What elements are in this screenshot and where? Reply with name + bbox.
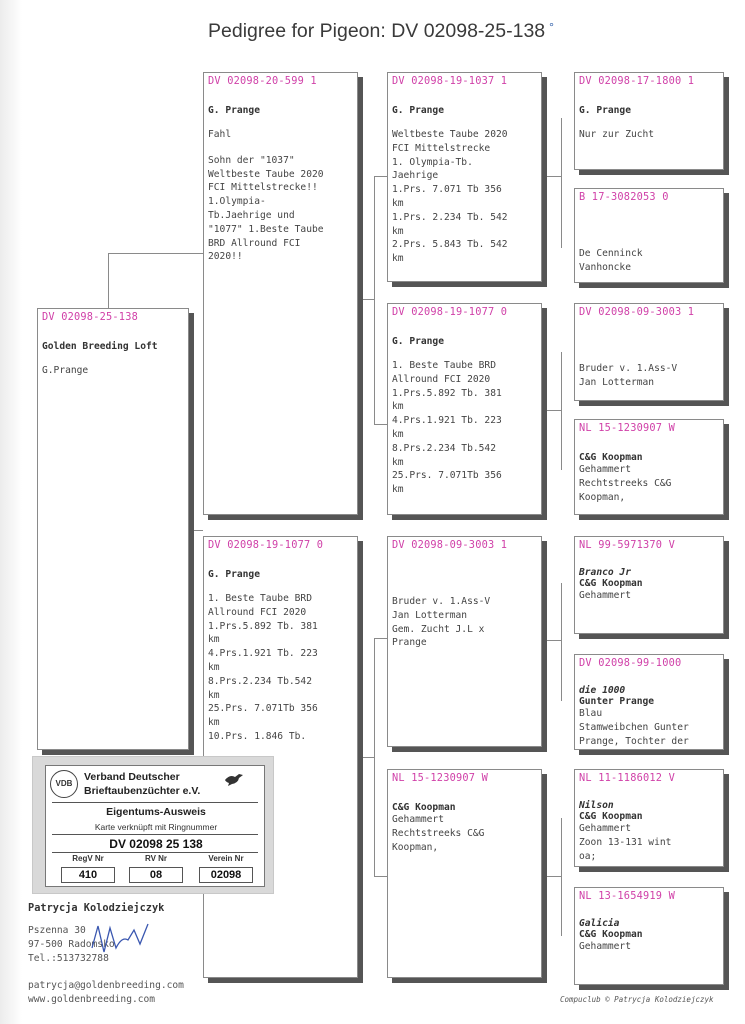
owner-name: Patrycja Kolodziejczyk: [28, 902, 165, 914]
pigeon-notes: Gehammert: [579, 590, 631, 601]
verein-label: Verein Nr: [208, 854, 244, 863]
pigeon-name: Nilson: [579, 800, 614, 811]
pigeon-notes: 1. Beste Taube BRD Allround FCI 2020 1.Prs.5.892 Tb. 381 km 4.Prs.1.921 Tb. 223 km 8.Prs.2.234 Tb.542 km 25.Prs. 7.071Tb 356 km 10.Prs. 1.846 Tb.: [208, 593, 318, 742]
mf-dam-card: [574, 654, 724, 750]
verein-value: 02098: [199, 867, 253, 883]
ring-number: DV 02098-20-599 1: [208, 75, 317, 87]
breeder-name: C&G Koopman: [579, 578, 643, 589]
mf-sire-card: [574, 536, 724, 634]
breeder-name: G. Prange: [392, 336, 444, 347]
ring-number: DV 02098-09-3003 1: [392, 539, 508, 551]
connector-line: [360, 299, 374, 300]
connector-line: [108, 253, 203, 254]
connector-line: [189, 530, 190, 550]
pigeon-notes: Sohn der "1037" Weltbeste Taube 2020 FCI Mittelstrecke!! 1.Olympia- Tb.Jaehrige und "1077" 1.Beste Taube BRD Allround FCI 2020!!: [208, 154, 324, 263]
pigeon-color: Fahl: [208, 129, 232, 140]
ownership-card-inner: [45, 765, 265, 887]
mother-sire-card: [387, 536, 542, 747]
breeder-name: G. Prange: [208, 569, 260, 580]
connector-line: [544, 410, 561, 411]
connector-line: [561, 818, 562, 936]
signature: [88, 918, 152, 962]
page-title: Pedigree for Pigeon: DV 02098-25-138 °: [208, 20, 554, 42]
ownership-subheading: Karte verknüpft mit Ringnummer: [94, 822, 218, 832]
pigeon-notes: Gehammert: [579, 941, 631, 952]
owner-address: Pszenna 30 97-500 Radomsko Tel.:513732788: [28, 925, 115, 964]
pigeon-notes: Weltbeste Taube 2020 FCI Mittelstrecke 1. Olympia-Tb. Jaehrige 1.Prs. 7.071 Tb 356 km 1.Prs. 2.234 Tb. 542 km 2.Prs. 5.843 Tb. 542 km: [392, 129, 508, 265]
ring-number: DV 02098-19-1077 0: [392, 306, 508, 318]
connector-line: [189, 530, 203, 531]
pigeon-name: Branco Jr: [579, 567, 631, 578]
mm-sire-card: [574, 769, 724, 867]
connector-line: [374, 638, 388, 639]
father-card: [203, 72, 358, 515]
divider: [52, 802, 258, 803]
pigeon-notes: Bruder v. 1.Ass-V Jan Lotterman: [579, 363, 678, 388]
connector-line: [561, 352, 562, 470]
association-name-line2: Brieftaubenzüchter e.V.: [84, 785, 201, 797]
subject-pigeon-card: [37, 308, 189, 750]
pigeon-notes: Gehammert Rechtstreeks C&G Koopman,: [579, 464, 672, 503]
copyright-note: Compuclub © Patrycja Kolodziejczyk: [560, 995, 714, 1004]
breeder-name: G. Prange: [579, 105, 631, 116]
breeder-name: C&G Koopman: [579, 811, 643, 822]
pigeon-notes: Nur zur Zucht: [579, 129, 655, 140]
connector-line: [374, 424, 388, 425]
ring-number: DV 02098-19-1037 1: [392, 75, 508, 87]
owner-contact: patrycja@goldenbreeding.com www.goldenbreeding.com: [28, 980, 184, 1005]
regv-label: RegV Nr: [72, 854, 104, 863]
ownership-card: [32, 756, 274, 894]
fm-sire-card: [574, 303, 724, 401]
association-logo: VDB: [50, 770, 78, 798]
pigeon-notes: Blau Stamweibchen Gunter Prange, Tochter der: [579, 708, 689, 747]
connector-line: [108, 253, 109, 309]
association-name-line1: Verband Deutscher: [84, 771, 180, 783]
breeder-name: G. Prange: [392, 105, 444, 116]
connector-line: [374, 176, 375, 424]
pigeon-notes: 1. Beste Taube BRD Allround FCI 2020 1.Prs.5.892 Tb. 381 km 4.Prs.1.921 Tb. 223 km 8.Prs.2.234 Tb.542 km 25.Prs. 7.071Tb 356 km: [392, 360, 502, 496]
page-edge: [0, 0, 22, 1024]
ff-sire-card: [574, 72, 724, 170]
connector-line: [374, 876, 388, 877]
pigeon-icon: [224, 771, 244, 790]
connector-line: [561, 118, 562, 248]
pigeon-notes: De Cenninck Vanhoncke: [579, 248, 643, 273]
pigeon-notes: Gehammert Zoon 13-131 wint oa;: [579, 823, 672, 862]
ring-number: NL 15-1230907 W: [392, 772, 488, 784]
regv-value: 410: [61, 867, 115, 883]
pigeon-notes: G.Prange: [42, 365, 89, 376]
breeder-name: C&G Koopman: [579, 929, 643, 940]
divider: [52, 834, 258, 835]
ring-number: B 17-3082053 0: [579, 191, 669, 203]
breeder-name: Gunter Prange: [579, 696, 655, 707]
father-dam-card: [387, 303, 542, 515]
breeder-name: G. Prange: [208, 105, 260, 116]
pigeon-name: die 1000: [579, 685, 626, 696]
connector-line: [544, 876, 561, 877]
connector-line: [374, 176, 388, 177]
ring-number: DV 02098-09-3003 1: [579, 306, 695, 318]
ring-number: NL 13-1654919 W: [579, 890, 675, 902]
ring-number: NL 99-5971370 V: [579, 539, 675, 551]
ring-number: DV 02098-19-1077 0: [208, 539, 324, 551]
breeder-name: C&G Koopman: [579, 452, 643, 463]
mm-dam-card: [574, 887, 724, 985]
ring-number: DV 02098-17-1800 1: [579, 75, 695, 87]
rv-label: RV Nr: [144, 854, 168, 863]
pigeon-notes: Bruder v. 1.Ass-V Jan Lotterman Gem. Zucht J.L x Prange: [392, 596, 491, 649]
title-mark: °: [549, 20, 554, 34]
ring-number: NL 11-1186012 V: [579, 772, 675, 784]
ring-number: DV 02098-99-1000: [579, 657, 682, 669]
connector-line: [561, 583, 562, 701]
connector-line: [360, 757, 374, 758]
breeder-name: C&G Koopman: [392, 802, 456, 813]
connector-line: [374, 638, 375, 876]
ownership-ring-number: DV 02098 25 138: [109, 837, 203, 851]
connector-line: [544, 640, 561, 641]
ring-number: DV 02098-25-138: [42, 311, 138, 323]
breeder-name: Golden Breeding Loft: [42, 341, 158, 352]
pigeon-name: Galicia: [579, 918, 620, 929]
ring-number: NL 15-1230907 W: [579, 422, 675, 434]
pigeon-notes: Gehammert Rechtstreeks C&G Koopman,: [392, 814, 485, 853]
connector-line: [544, 176, 561, 177]
father-sire-card: [387, 72, 542, 282]
ownership-heading: Eigentums-Ausweis: [106, 806, 206, 818]
mother-dam-card: [387, 769, 542, 978]
divider: [52, 852, 258, 853]
fm-dam-card: [574, 419, 724, 515]
ff-dam-card: [574, 188, 724, 283]
rv-value: 08: [129, 867, 183, 883]
